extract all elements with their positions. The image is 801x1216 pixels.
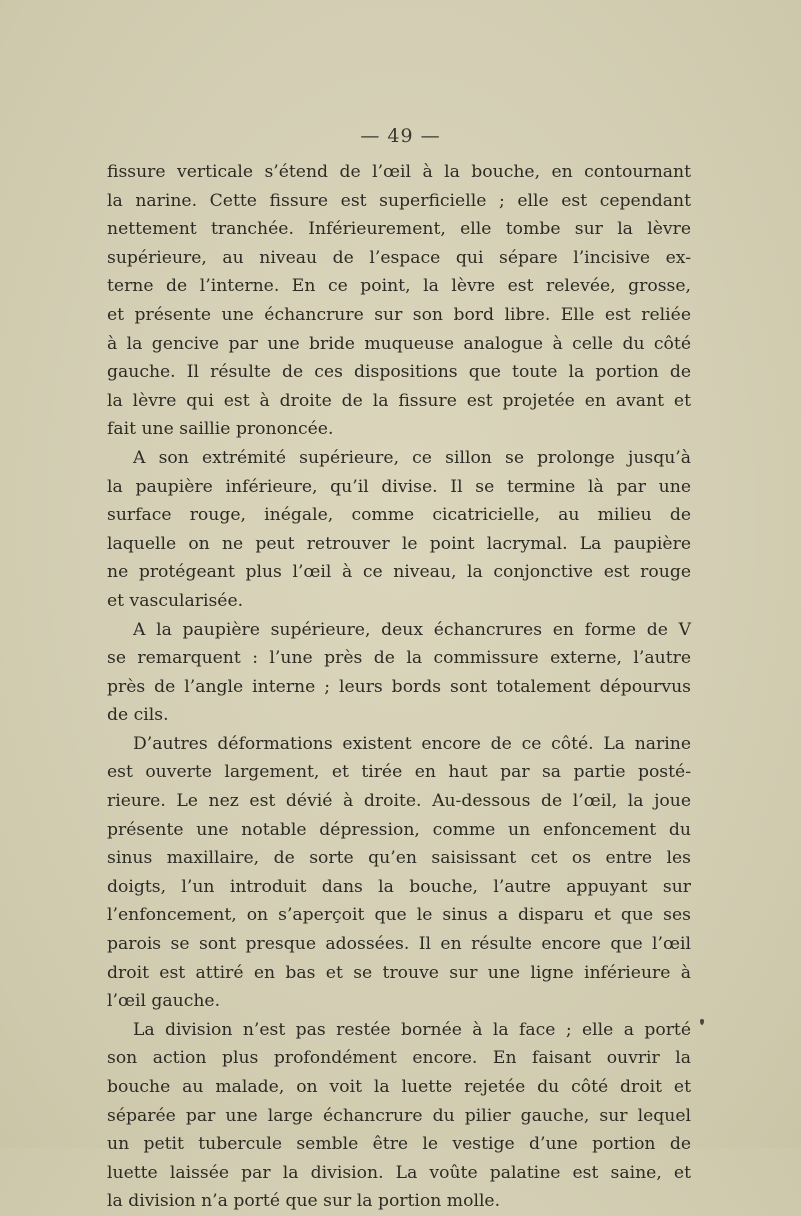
text-line: se remarquent : l’une près de la commissure externe, l’autre [107, 648, 691, 669]
text-line: nettement tranchée. Inférieurement, elle tombe sur la lèvre [107, 219, 691, 240]
paragraph [107, 444, 691, 616]
text-line: A son extrémité supérieure, ce sillon se prolonge jusqu’à [133, 447, 691, 468]
text-line: ne protégeant plus l’œil à ce niveau, la conjonctive est rouge [107, 562, 691, 583]
paragraph [107, 616, 691, 730]
text-line: la lèvre qui est à droite de la fissure est projetée en avant et [107, 390, 691, 411]
text-line: fait une saillie prononcée. [107, 419, 334, 440]
text-line: est ouverte largement, et tirée en haut par sa partie posté- [107, 762, 691, 783]
text-line: surface rouge, inégale, comme cicatricielle, au milieu de [107, 505, 691, 526]
text-line: luette laissée par la division. La voûte palatine est saine, et [107, 1162, 691, 1183]
text-line: la division n’a porté que sur la portion molle. [107, 1191, 501, 1212]
body-text [107, 158, 691, 1216]
text-line: sinus maxillaire, de sorte qu’en saisissant cet os entre les [107, 848, 691, 869]
ink-speck [700, 1019, 704, 1025]
text-line: bouche au malade, on voit la luette rejetée du côté droit et [107, 1077, 691, 1097]
text-line: la paupière inférieure, qu’il divise. Il se termine là par une [107, 476, 691, 497]
text-line: fissure verticale s’étend de l’œil à la bouche, en contournant [107, 162, 691, 182]
text-line: la narine. Cette fissure est superficielle ; elle est cependant [107, 190, 691, 211]
text-line: son action plus profondément encore. En faisant ouvrir la [107, 1048, 691, 1069]
text-line: l’œil gauche. [107, 991, 221, 1012]
text-line: doigts, l’un introduit dans la bouche, l’autre appuyant sur [107, 876, 691, 897]
page-number: — 49 — [360, 125, 441, 147]
text-line: rieure. Le nez est dévié à droite. Au-dessous de l’œil, la joue [107, 791, 691, 812]
text-line: droit est attiré en bas et se trouve sur une ligne inférieure à [107, 962, 691, 983]
text-line: parois se sont presque adossées. Il en résulte encore que l’œil [107, 934, 691, 955]
paragraph [107, 730, 691, 1016]
text-line: laquelle on ne peut retrouver le point lacrymal. La paupière [107, 533, 691, 554]
text-line: l’enfoncement, on s’aperçoit que le sinus a disparu et que ses [107, 905, 691, 926]
text-line: séparée par une large échancrure du pilier gauche, sur lequel [107, 1105, 691, 1126]
text-line: de cils. [107, 705, 169, 726]
text-line: supérieure, au niveau de l’espace qui sépare l’incisive ex- [107, 247, 691, 268]
text-line: près de l’angle interne ; leurs bords sont totalement dépourvus [107, 676, 691, 697]
paragraph [107, 1016, 691, 1216]
text-line: et vascularisée. [107, 590, 244, 611]
text-line: A la paupière supérieure, deux échancrures en forme de V [133, 619, 691, 640]
text-line: D’autres déformations existent encore de ce côté. La narine [133, 733, 691, 754]
text-line: terne de l’interne. En ce point, la lèvre est relevée, grosse, [107, 276, 691, 297]
text-line: un petit tubercule semble être le vestige d’une portion de [107, 1134, 691, 1155]
text-line: gauche. Il résulte de ces dispositions que toute la portion de [107, 362, 691, 383]
paragraph [107, 158, 691, 444]
text-line: La division n’est pas restée bornée à la face ; elle a porté [133, 1019, 691, 1040]
text-line: à la gencive par une bride muqueuse analogue à celle du côté [107, 333, 691, 354]
text-line: et présente une échancrure sur son bord libre. Elle est reliée [107, 304, 691, 325]
text-line: présente une notable dépression, comme un enfoncement du [107, 819, 691, 840]
